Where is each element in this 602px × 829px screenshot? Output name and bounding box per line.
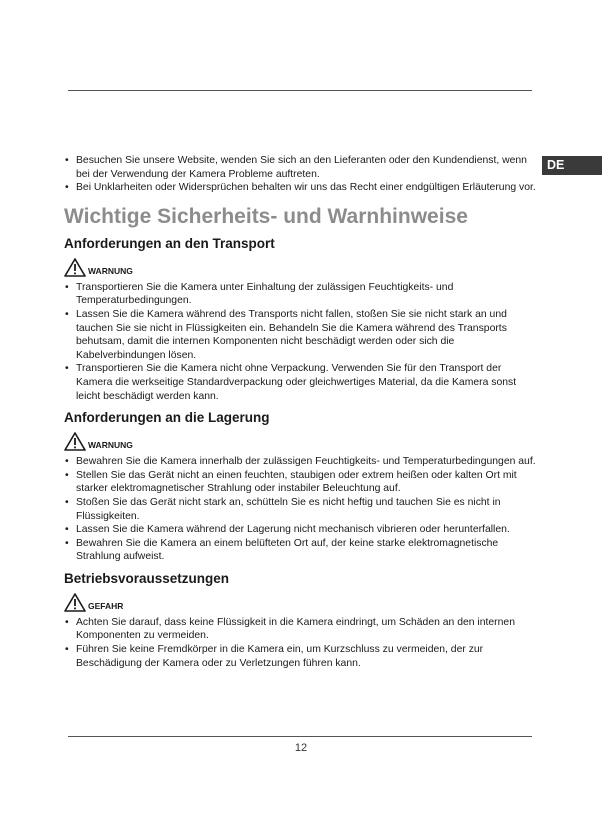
list-item: • Lassen Sie die Kamera während des Transports nicht fallen, stoßen Sie sie nicht stark an und tauchen Sie sie nicht in Flüssigkeiten ein. Behandeln Sie die Kamera während des Transports behutsam, damit die internen Komponenten nicht beschädigt werden oder sich die Kabelverbindungen lösen. [64,308,536,362]
page-title: Wichtige Sicherheits- und Warnhinweise [64,204,468,228]
list-item: • Bei Unklarheiten oder Widersprüchen behalten wir uns das Recht einer endgültigen Erläuterung vor. [64,181,536,195]
list-item: • Transportieren Sie die Kamera nicht ohne Verpackung. Verwenden Sie für den Transport der Kamera die werkseitige Standardverpackung oder gleichwertiges Material, da die Kamera sonst leicht beschädigt werden kann. [64,362,536,403]
list-item: • Bewahren Sie die Kamera innerhalb der zulässigen Feuchtigkeits- und Temperaturbedingungen auf. [64,455,536,469]
warning-triangle-icon [64,593,86,612]
warning-notice [64,429,536,451]
list-item: • Bewahren Sie die Kamera an einem belüfteten Ort auf, der keine starke elektromagnetische Strahlung aufweist. [64,537,536,564]
section-storage [64,409,536,564]
list-item: • Stellen Sie das Gerät nicht an einen feuchten, staubigen oder extrem heißen oder kalten Ort mit starker elektromagnetischer Strahlung oder instabiler Beleuchtung auf. [64,469,536,496]
warning-triangle-icon [64,258,86,277]
list-item: • Lassen Sie die Kamera während der Lagerung nicht mechanisch vibrieren oder herunterfallen. [64,523,536,537]
intro-list [64,154,536,195]
list-item: • Besuchen Sie unsere Website, wenden Sie sich an den Lieferanten oder den Kundendienst, wenn bei der Verwendung der Kamera Probleme auftreten. [64,154,536,181]
section-heading: Anforderungen an den Transport [64,235,275,251]
footer-divider [68,736,532,737]
section-heading: Betriebsvoraussetzungen [64,570,230,586]
section-operation [64,570,536,670]
section-heading: Anforderungen an die Lagerung [64,410,270,426]
danger-notice [64,590,536,612]
list-item: • Transportieren Sie die Kamera unter Einhaltung der zulässigen Feuchtigkeits- und Temperaturbedingungen. [64,281,536,308]
header-divider [68,90,532,91]
warning-triangle-icon [64,432,86,451]
section-transport [64,235,536,403]
language-tab: DE [542,156,602,175]
list-item: • Stoßen Sie das Gerät nicht stark an, schütteln Sie es nicht heftig und tauchen Sie es nicht in Flüssigkeiten. [64,496,536,523]
warning-notice [64,255,536,277]
bullet-list [64,616,536,670]
warning-label: WARNUNG [88,440,133,451]
page-content [64,154,536,676]
list-item: • Führen Sie keine Fremdkörper in die Kamera ein, um Kurzschluss zu vermeiden, der zur Beschädigung der Kamera oder zu Verletzungen führen kann. [64,643,536,670]
list-item: • Achten Sie darauf, dass keine Flüssigkeit in die Kamera eindringt, um Schäden an den internen Komponenten zu vermeiden. [64,616,536,643]
bullet-list [64,281,536,403]
warning-label: WARNUNG [88,265,133,276]
bullet-list [64,455,536,564]
danger-label: GEFAHR [88,600,124,611]
page-number: 12 [294,742,308,754]
